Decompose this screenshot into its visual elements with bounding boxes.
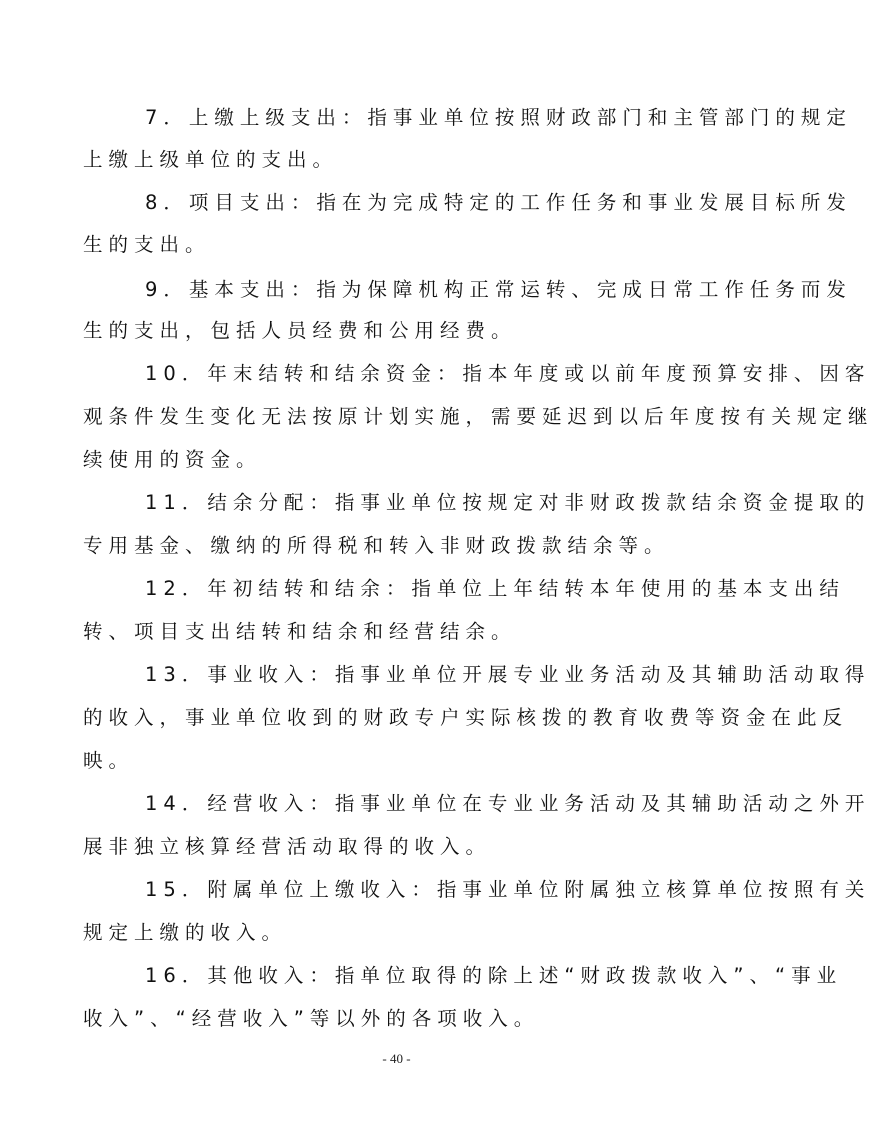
text-line: 10．年末结转和结余资金：指本年度或以前年度预算安排、因客 [145, 362, 871, 385]
text-line: 专用基金、缴纳的所得税和转入非财政拨款结余等。 [83, 534, 670, 557]
text-line: 11．结余分配：指事业单位按规定对非财政拨款结余资金提取的 [145, 491, 871, 514]
text-line: 16．其他收入：指单位取得的除上述“财政拨款收入”、“事业 [145, 964, 843, 987]
text-line: 生的支出。 [83, 233, 211, 256]
text-line: 9．基本支出：指为保障机构正常运转、完成日常工作任务而发 [145, 278, 852, 301]
text-line: 13．事业收入：指事业单位开展专业业务活动及其辅助活动取得 [145, 663, 871, 686]
text-line: 转、项目支出结转和结余和经营结余。 [83, 620, 517, 643]
text-line: 规定上缴的收入。 [83, 921, 288, 944]
page-number: - 40 - [382, 1051, 411, 1066]
text-line: 观条件发生变化无法按原计划实施，需要延迟到以后年度按有关规定继 [83, 405, 874, 428]
text-line: 续使用的资金。 [83, 448, 262, 471]
text-line: 14．经营收入：指事业单位在专业业务活动及其辅助活动之外开 [145, 792, 871, 815]
text-line: 7．上缴上级支出：指事业单位按照财政部门和主管部门的规定 [145, 106, 852, 129]
text-line: 的收入，事业单位收到的财政专户实际核拨的教育收费等资金在此反 [83, 706, 849, 729]
text-line: 12．年初结转和结余：指单位上年结转本年使用的基本支出结 [145, 577, 845, 600]
text-line: 8．项目支出：指在为完成特定的工作任务和事业发展目标所发 [145, 191, 852, 214]
text-line: 收入”、“经营收入”等以外的各项收入。 [83, 1007, 540, 1030]
text-line: 15．附属单位上缴收入：指事业单位附属独立核算单位按照有关 [145, 878, 871, 901]
text-line: 展非独立核算经营活动取得的收入。 [83, 835, 492, 858]
text-line: 生的支出，包括人员经费和公用经费。 [83, 319, 517, 342]
text-line: 映。 [83, 749, 135, 772]
text-line: 上缴上级单位的支出。 [83, 148, 339, 171]
